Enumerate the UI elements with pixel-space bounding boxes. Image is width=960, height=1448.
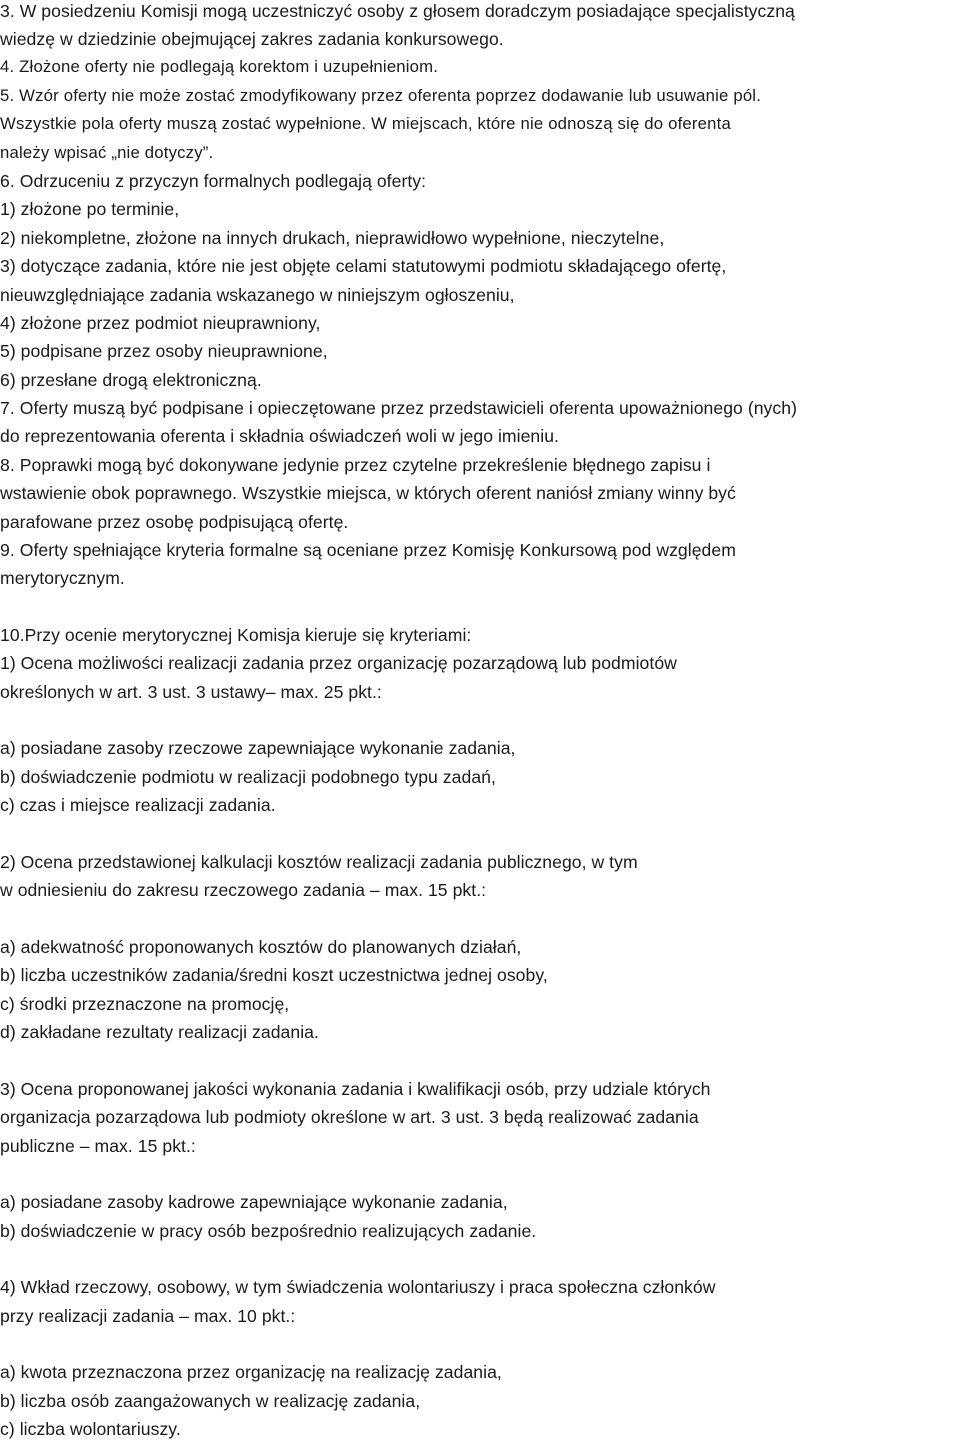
text-line: c) czas i miejsce realizacji zadania. <box>0 795 276 815</box>
text-line: a) adekwatność proponowanych kosztów do planowanych działań, <box>0 937 522 957</box>
text-line: b) liczba uczestników zadania/średni koszt uczestnictwa jednej osoby, <box>0 965 548 985</box>
text-line: b) liczba osób zaangażowanych w realizację zadania, <box>0 1391 421 1411</box>
text-line: 3) dotyczące zadania, które nie jest objęte celami statutowymi podmiotu składającego ofertę, <box>0 256 727 276</box>
text-line: organizacja pozarządowa lub podmioty określone w art. 3 ust. 3 będą realizować zadania <box>0 1107 699 1127</box>
text-line: 5) podpisane przez osoby nieuprawnione, <box>0 341 328 361</box>
text-line: parafowane przez osobę podpisującą ofertę. <box>0 512 349 532</box>
text-line: należy wpisać „nie dotyczy”. <box>0 143 214 162</box>
text-line: 10.Przy ocenie merytorycznej Komisja kieruje się kryteriami: <box>0 625 472 645</box>
text-line: 2) niekompletne, złożone na innych drukach, nieprawidłowo wypełnione, nieczytelne, <box>0 228 665 248</box>
text-line: 6. Odrzuceniu z przyczyn formalnych podlegają oferty: <box>0 171 427 191</box>
text-line: do reprezentowania oferenta i składnia oświadczeń woli w jego imieniu. <box>0 426 559 446</box>
text-line: b) doświadczenie w pracy osób bezpośrednio realizujących zadanie. <box>0 1221 537 1241</box>
text-line: 4) Wkład rzeczowy, osobowy, w tym świadczenia wolontariuszy i praca społeczna członków <box>0 1277 716 1297</box>
text-line: nieuwzględniające zadania wskazanego w niniejszym ogłoszeniu, <box>0 285 515 305</box>
text-line: 3) Ocena proponowanej jakości wykonania zadania i kwalifikacji osób, przy udziale których <box>0 1079 711 1099</box>
text-line: w odniesieniu do zakresu rzeczowego zadania – max. 15 pkt.: <box>0 880 487 900</box>
text-line: 5. Wzór oferty nie może zostać zmodyfikowany przez oferenta poprzez dodawanie lub usuwanie pól. <box>0 86 762 105</box>
text-line: 7. Oferty muszą być podpisane i opieczętowane przez przedstawicieli oferenta upoważnionego (nych) <box>0 398 797 418</box>
text-line: b) doświadczenie podmiotu w realizacji podobnego typu zadań, <box>0 767 496 787</box>
text-line: 4) złożone przez podmiot nieuprawniony, <box>0 313 321 333</box>
text-line: Wszystkie pola oferty muszą zostać wypełnione. W miejscach, które nie odnoszą się do oferenta <box>0 114 731 133</box>
text-line: 6) przesłane drogą elektroniczną. <box>0 370 262 390</box>
text-line: 9. Oferty spełniające kryteria formalne są oceniane przez Komisję Konkursową pod względem <box>0 540 736 560</box>
text-line: wiedzę w dziedzinie obejmującej zakres zadania konkursowego. <box>0 29 504 49</box>
text-line: publiczne – max. 15 pkt.: <box>0 1136 196 1156</box>
text-line: d) zakładane rezultaty realizacji zadania. <box>0 1022 319 1042</box>
text-line: c) liczba wolontariuszy. <box>0 1419 181 1439</box>
text-line: c) środki przeznaczone na promocję, <box>0 994 290 1014</box>
text-line: 8. Poprawki mogą być dokonywane jedynie przez czytelne przekreślenie błędnego zapisu i <box>0 455 711 475</box>
text-line: merytorycznym. <box>0 568 125 588</box>
text-line: określonych w art. 3 ust. 3 ustawy– max. 25 pkt.: <box>0 682 382 702</box>
text-line: 4. Złożone oferty nie podlegają korektom i uzupełnieniom. <box>0 57 439 76</box>
text-line: 2) Ocena przedstawionej kalkulacji kosztów realizacji zadania publicznego, w tym <box>0 852 638 872</box>
text-line: a) posiadane zasoby kadrowe zapewniające wykonanie zadania, <box>0 1192 508 1212</box>
text-line: a) posiadane zasoby rzeczowe zapewniające wykonanie zadania, <box>0 738 516 758</box>
text-line: 3. W posiedzeniu Komisji mogą uczestniczyć osoby z głosem doradczym posiadające specjalistyczną <box>0 1 795 21</box>
text-line: wstawienie obok poprawnego. Wszystkie miejsca, w których oferent naniósł zmiany winny być <box>0 483 736 503</box>
text-line: przy realizacji zadania – max. 10 pkt.: <box>0 1306 296 1326</box>
text-line: a) kwota przeznaczona przez organizację na realizację zadania, <box>0 1362 502 1382</box>
text-line: 1) Ocena możliwości realizacji zadania przez organizację pozarządową lub podmiotów <box>0 653 677 673</box>
text-line: 1) złożone po terminie, <box>0 199 180 219</box>
